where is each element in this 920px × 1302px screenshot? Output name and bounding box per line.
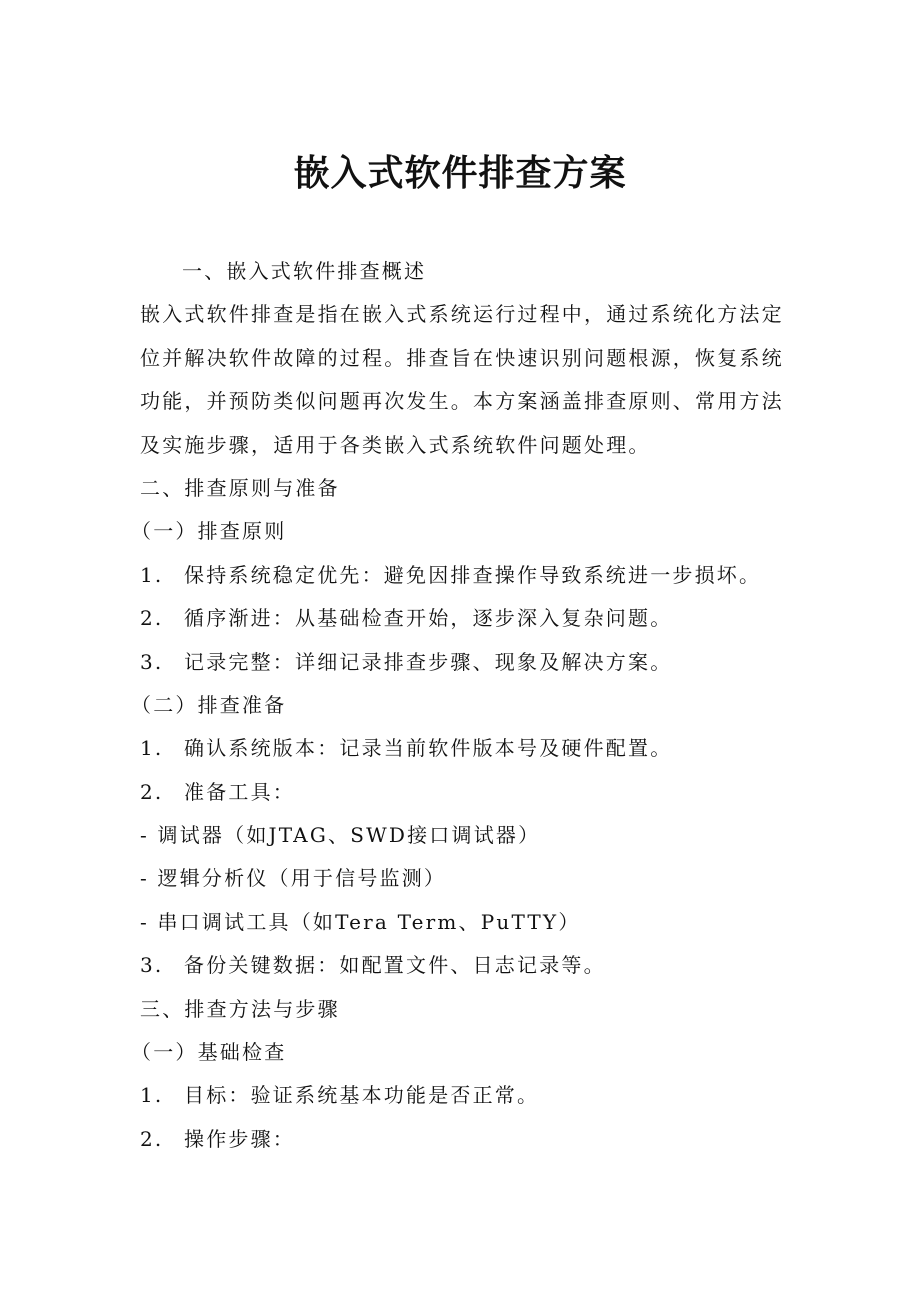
paragraph-line: 嵌入式软件排查是指在嵌入式系统运行过程中，通过系统化方法定	[140, 302, 784, 327]
list-item	[140, 771, 780, 814]
list-item	[140, 554, 780, 597]
section-heading-overview: 一、嵌入式软件排查概述	[182, 259, 427, 283]
list-text: 操作步骤：	[184, 1126, 295, 1151]
list-number: 1.	[140, 562, 164, 587]
overview-paragraph	[140, 293, 784, 467]
section-heading-principles: 二、排查原则与准备	[140, 475, 340, 500]
list-item	[140, 641, 780, 684]
paragraph-line: 位并解决软件故障的过程。排查旨在快速识别问题根源，恢复系统	[140, 345, 784, 370]
list-number: 2.	[140, 606, 164, 631]
list-text: 目标：验证系统基本功能是否正常。	[184, 1083, 540, 1108]
section-heading-methods: 三、排查方法与步骤	[140, 996, 340, 1021]
list-text: 准备工具：	[184, 779, 295, 804]
list-text: 记录完整：详细记录排查步骤、现象及解决方案。	[184, 649, 673, 674]
list-text: 备份关键数据：如配置文件、日志记录等。	[184, 953, 606, 978]
list-item	[140, 944, 780, 987]
list-text: 确认系统版本：记录当前软件版本号及硬件配置。	[184, 736, 673, 761]
subsection-heading-basic-check: （一）基础检查	[131, 1040, 287, 1065]
list-text: 循序渐进：从基础检查开始，逐步深入复杂问题。	[184, 606, 673, 631]
list-number: 3.	[140, 953, 164, 978]
list-item	[140, 1118, 780, 1161]
list-number: 1.	[140, 1083, 164, 1108]
tool-item: - 串口调试工具（如Tera Term、PuTTY）	[140, 909, 581, 934]
tool-item: - 逻辑分析仪（用于信号监测）	[140, 866, 447, 891]
paragraph-line: 及实施步骤，适用于各类嵌入式系统软件问题处理。	[140, 432, 651, 457]
list-item	[140, 727, 780, 770]
tool-item: - 调试器（如JTAG、SWD接口调试器）	[140, 823, 541, 848]
list-number: 3.	[140, 649, 164, 674]
list-number: 2.	[140, 779, 164, 804]
document-body	[131, 250, 784, 1161]
list-number: 2.	[140, 1126, 164, 1151]
subsection-heading-preparation: （二）排查准备	[131, 692, 287, 717]
list-item	[140, 597, 780, 640]
list-text: 保持系统稳定优先：避免因排查操作导致系统进一步损坏。	[184, 562, 762, 587]
paragraph-line: 功能，并预防类似问题再次发生。本方案涵盖排查原则、常用方法	[140, 389, 784, 414]
list-item	[140, 1074, 780, 1117]
subsection-heading-principles: （一）排查原则	[131, 519, 287, 544]
document-title: 嵌入式软件排查方案	[293, 153, 627, 194]
list-number: 1.	[140, 736, 164, 761]
